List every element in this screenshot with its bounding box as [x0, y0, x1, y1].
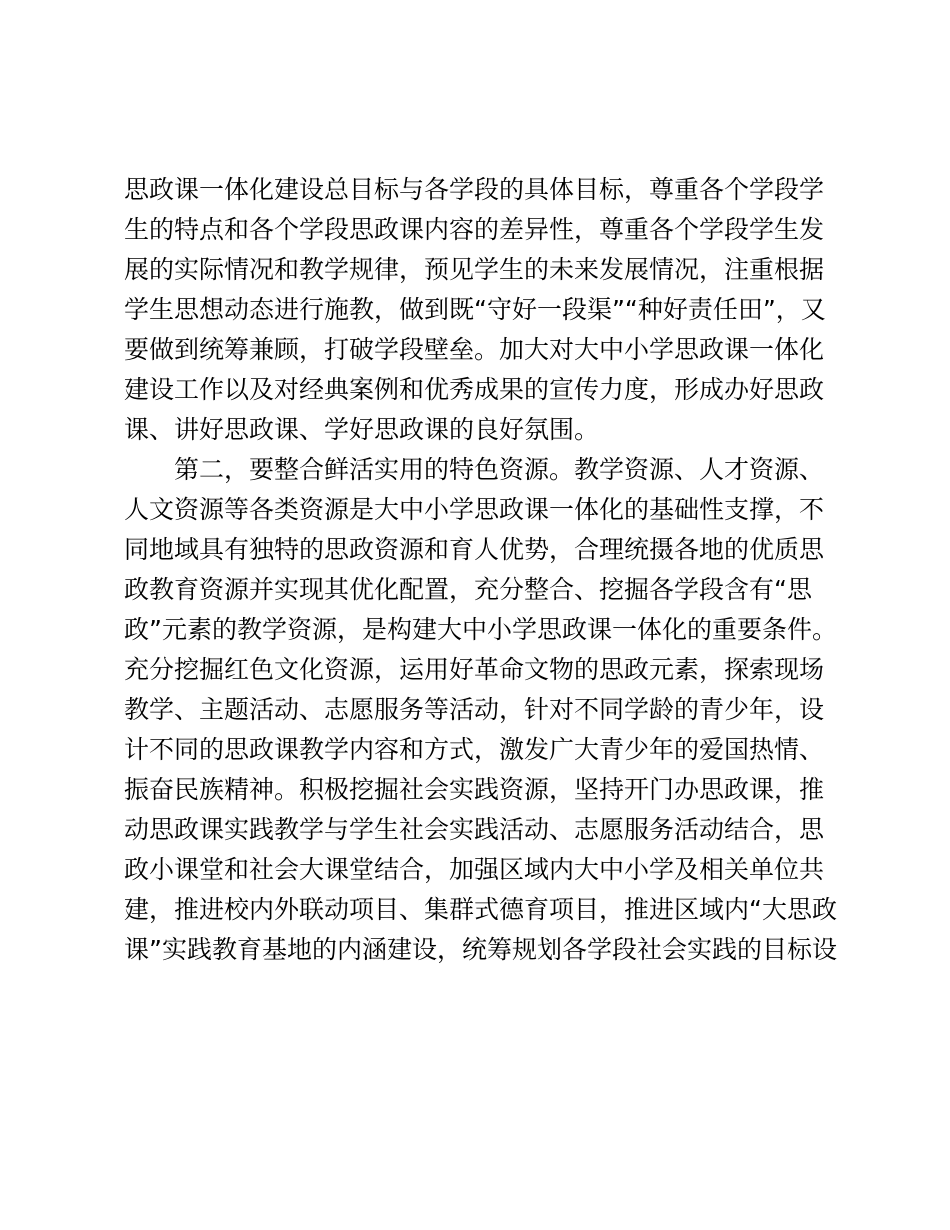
text-line: 政小课堂和社会大课堂结合，加强区域内大中小学及相关单位共	[124, 855, 825, 884]
text-line: 人文资源等各类资源是大中小学思政课一体化的基础性支撑，不	[124, 495, 825, 524]
text-line: 同地域具有独特的思政资源和育人优势，合理统摄各地的优质思	[124, 535, 825, 564]
text-line: 政教育资源并实现其优化配置，充分整合、挖掘各学段含有“思	[124, 575, 812, 604]
text-line: 建设工作以及对经典案例和优秀成果的宣传力度，形成办好思政	[124, 375, 825, 404]
text-line: 展的实际情况和教学规律，预见学生的未来发展情况，注重根据	[124, 255, 825, 284]
text-line: 政”元素的教学资源，是构建大中小学思政课一体化的重要条件。	[124, 615, 837, 644]
paragraph-start-line: 第二，要整合鲜活实用的特色资源。教学资源、人才资源、	[174, 455, 825, 484]
text-line: 课、讲好思政课、学好思政课的良好氛围。	[124, 415, 600, 444]
text-line: 振奋民族精神。积极挖掘社会实践资源，坚持开门办思政课，推	[124, 775, 825, 804]
text-line: 计不同的思政课教学内容和方式，激发广大青少年的爱国热情、	[124, 735, 825, 764]
text-line: 动思政课实践教学与学生社会实践活动、志愿服务活动结合，思	[124, 815, 825, 844]
text-line: 充分挖掘红色文化资源，运用好革命文物的思政元素，探索现场	[124, 655, 825, 684]
body-text	[124, 170, 844, 970]
text-line: 教学、主题活动、志愿服务等活动，针对不同学龄的青少年，设	[124, 695, 825, 724]
text-line: 建，推进校内外联动项目、集群式德育项目，推进区域内“大思政	[124, 895, 837, 924]
text-line: 学生思想动态进行施教，做到既“守好一段渠”“种好责任田”，又	[124, 295, 826, 324]
text-line: 生的特点和各个学段思政课内容的差异性，尊重各个学段学生发	[124, 215, 825, 244]
text-line: 要做到统筹兼顾，打破学段壁垒。加大对大中小学思政课一体化	[124, 335, 825, 364]
text-line: 课”实践教育基地的内涵建设，统筹规划各学段社会实践的目标设	[124, 935, 837, 964]
text-line: 思政课一体化建设总目标与各学段的具体目标，尊重各个学段学	[124, 175, 825, 204]
